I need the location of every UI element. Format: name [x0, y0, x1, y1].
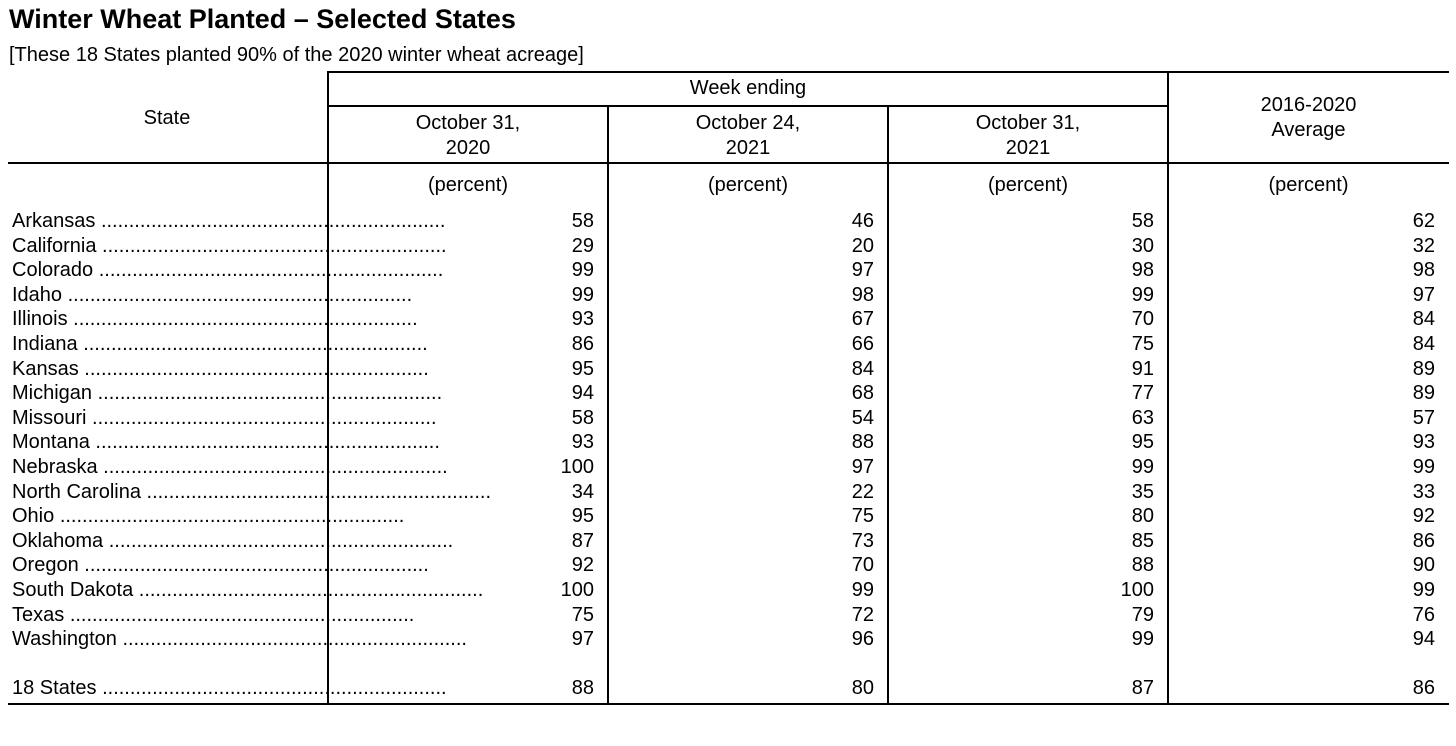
value-average: 99 [1412, 456, 1435, 478]
value-oct24-2021: 73 [851, 529, 874, 552]
value-oct31-2021: 75 [1131, 333, 1154, 355]
value-oct24-2021: 20 [851, 234, 874, 257]
state-column-header: State [143, 107, 191, 129]
value-average: 89 [1412, 357, 1435, 380]
value-average: 86 [1412, 529, 1435, 552]
value-average: 93 [1412, 431, 1435, 454]
value-average: 84 [1412, 308, 1435, 331]
value-oct31-2021: 99 [1131, 628, 1154, 651]
value-average: 62 [1412, 210, 1435, 232]
state-name: California .............................................................. [12, 234, 447, 257]
col3-unit: (percent) [987, 174, 1069, 196]
state-name: Ohio .............................................................. [12, 505, 405, 528]
state-name: South Dakota .............................................................. [12, 579, 484, 601]
state-name: Missouri .............................................................. [12, 406, 437, 429]
value-oct31-2020: 58 [571, 210, 594, 232]
value-oct24-2021: 75 [851, 505, 874, 528]
col1-header-line2: 2020 [445, 137, 491, 159]
col2-header-line1: October 24, [695, 112, 801, 134]
table-row [0, 504, 1456, 529]
table-row [0, 209, 1456, 234]
col2-header-line2: 2021 [725, 137, 771, 159]
value-average: 90 [1412, 554, 1435, 577]
value-average: 92 [1412, 505, 1435, 528]
value-oct31-2020: 87 [571, 529, 594, 552]
value-oct31-2021: 99 [1131, 456, 1154, 478]
value-oct31-2020: 86 [571, 333, 594, 355]
table-row [0, 332, 1456, 357]
state-name: Illinois .............................................................. [12, 308, 418, 331]
value-oct24-2021: 96 [851, 628, 874, 651]
total-oct31-2021: 87 [1131, 677, 1154, 699]
value-average: 99 [1412, 579, 1435, 601]
value-average: 76 [1412, 603, 1435, 626]
value-oct31-2021: 30 [1131, 234, 1154, 257]
value-oct31-2020: 95 [571, 505, 594, 528]
week-ending-header: Week ending [689, 77, 807, 99]
state-name: Washington .............................................................. [12, 628, 467, 651]
value-average: 33 [1412, 480, 1435, 503]
value-oct31-2021: 85 [1131, 529, 1154, 552]
value-oct24-2021: 97 [851, 259, 874, 282]
table-row [0, 480, 1456, 505]
table-row [0, 430, 1456, 455]
value-oct24-2021: 54 [851, 406, 874, 429]
value-oct31-2020: 97 [571, 628, 594, 651]
value-oct31-2020: 94 [571, 382, 594, 405]
col2-unit: (percent) [707, 174, 789, 196]
value-oct31-2020: 100 [560, 456, 594, 478]
col3-header [888, 111, 1168, 161]
state-name: Oregon .............................................................. [12, 554, 429, 577]
col4-header [1168, 93, 1449, 143]
value-oct31-2021: 80 [1131, 505, 1154, 528]
table-row [0, 627, 1456, 652]
value-oct31-2020: 95 [571, 357, 594, 380]
state-name: North Carolina .............................................................. [12, 480, 492, 503]
state-name: Nebraska .............................................................. [12, 456, 448, 478]
table-row [0, 455, 1456, 480]
value-average: 84 [1412, 333, 1435, 355]
value-oct31-2021: 88 [1131, 554, 1154, 577]
col3-header-line1: October 31, [975, 112, 1081, 134]
value-oct24-2021: 67 [851, 308, 874, 331]
col1-unit: (percent) [427, 174, 509, 196]
col4-unit: (percent) [1268, 174, 1349, 196]
state-name: Idaho .............................................................. [12, 283, 413, 306]
value-oct31-2021: 79 [1131, 603, 1154, 626]
value-oct24-2021: 99 [851, 579, 874, 601]
value-oct31-2020: 99 [571, 259, 594, 282]
total-average: 86 [1412, 677, 1435, 699]
table-row [0, 578, 1456, 603]
table-row [0, 406, 1456, 431]
value-oct24-2021: 68 [851, 382, 874, 405]
table-row [0, 553, 1456, 578]
state-name: Kansas .............................................................. [12, 357, 429, 380]
value-oct31-2020: 29 [571, 234, 594, 257]
value-oct24-2021: 72 [851, 603, 874, 626]
total-oct31-2020: 88 [571, 677, 594, 699]
value-oct31-2020: 75 [571, 603, 594, 626]
value-oct31-2021: 91 [1131, 357, 1154, 380]
value-oct31-2021: 77 [1131, 382, 1154, 405]
table-row [0, 381, 1456, 406]
table-row [0, 603, 1456, 628]
col1-header [328, 111, 608, 161]
total-oct24-2021: 80 [851, 677, 874, 699]
value-oct31-2021: 95 [1131, 431, 1154, 454]
value-oct31-2020: 93 [571, 308, 594, 331]
state-name: Michigan .............................................................. [12, 382, 443, 405]
value-oct31-2021: 58 [1131, 210, 1154, 232]
value-average: 89 [1412, 382, 1435, 405]
state-name: Colorado .............................................................. [12, 259, 444, 282]
value-oct31-2020: 93 [571, 431, 594, 454]
week-ending-rule [328, 105, 1169, 107]
value-oct31-2021: 70 [1131, 308, 1154, 331]
value-oct31-2020: 92 [571, 554, 594, 577]
value-oct31-2021: 35 [1131, 480, 1154, 503]
value-oct24-2021: 98 [851, 283, 874, 306]
value-oct24-2021: 88 [851, 431, 874, 454]
value-average: 32 [1412, 234, 1435, 257]
table-top-rule [328, 71, 1449, 73]
state-name: Oklahoma .............................................................. [12, 529, 454, 552]
table-row [0, 529, 1456, 554]
value-oct24-2021: 66 [851, 333, 874, 355]
value-oct24-2021: 46 [851, 210, 874, 232]
value-oct31-2020: 34 [571, 480, 594, 503]
total-label: 18 States .............................................................. [12, 677, 447, 699]
value-oct24-2021: 97 [851, 456, 874, 478]
value-oct24-2021: 70 [851, 554, 874, 577]
col1-header-line1: October 31, [415, 112, 521, 134]
value-oct31-2020: 100 [560, 579, 594, 601]
page-title: Winter Wheat Planted – Selected States [9, 4, 516, 34]
value-oct24-2021: 22 [851, 480, 874, 503]
table-row [0, 258, 1456, 283]
value-oct31-2020: 58 [571, 406, 594, 429]
state-name: Montana .............................................................. [12, 431, 440, 454]
table-row [0, 234, 1456, 259]
value-oct31-2021: 63 [1131, 406, 1154, 429]
header-bottom-rule [8, 162, 1449, 164]
total-row [0, 676, 1456, 701]
page-subtitle: [These 18 States planted 90% of the 2020 winter wheat acreage] [9, 44, 584, 66]
table-row [0, 307, 1456, 332]
value-average: 57 [1412, 406, 1435, 429]
value-average: 97 [1412, 283, 1435, 306]
col3-header-line2: 2021 [1005, 137, 1051, 159]
table-bottom-rule [8, 703, 1449, 705]
state-name: Arkansas .............................................................. [12, 210, 446, 232]
col2-header [608, 111, 888, 161]
value-average: 98 [1412, 259, 1435, 282]
value-oct31-2020: 99 [571, 283, 594, 306]
value-oct31-2021: 99 [1131, 283, 1154, 306]
col4-header-line1: 2016-2020 [1260, 94, 1357, 116]
value-oct31-2021: 100 [1120, 579, 1154, 601]
table-row [0, 283, 1456, 308]
value-oct24-2021: 84 [851, 357, 874, 380]
value-average: 94 [1412, 628, 1435, 651]
value-oct31-2021: 98 [1131, 259, 1154, 282]
table-row [0, 357, 1456, 382]
state-name: Texas .............................................................. [12, 603, 415, 626]
col4-header-line2: Average [1271, 119, 1346, 141]
state-name: Indiana .............................................................. [12, 333, 428, 355]
